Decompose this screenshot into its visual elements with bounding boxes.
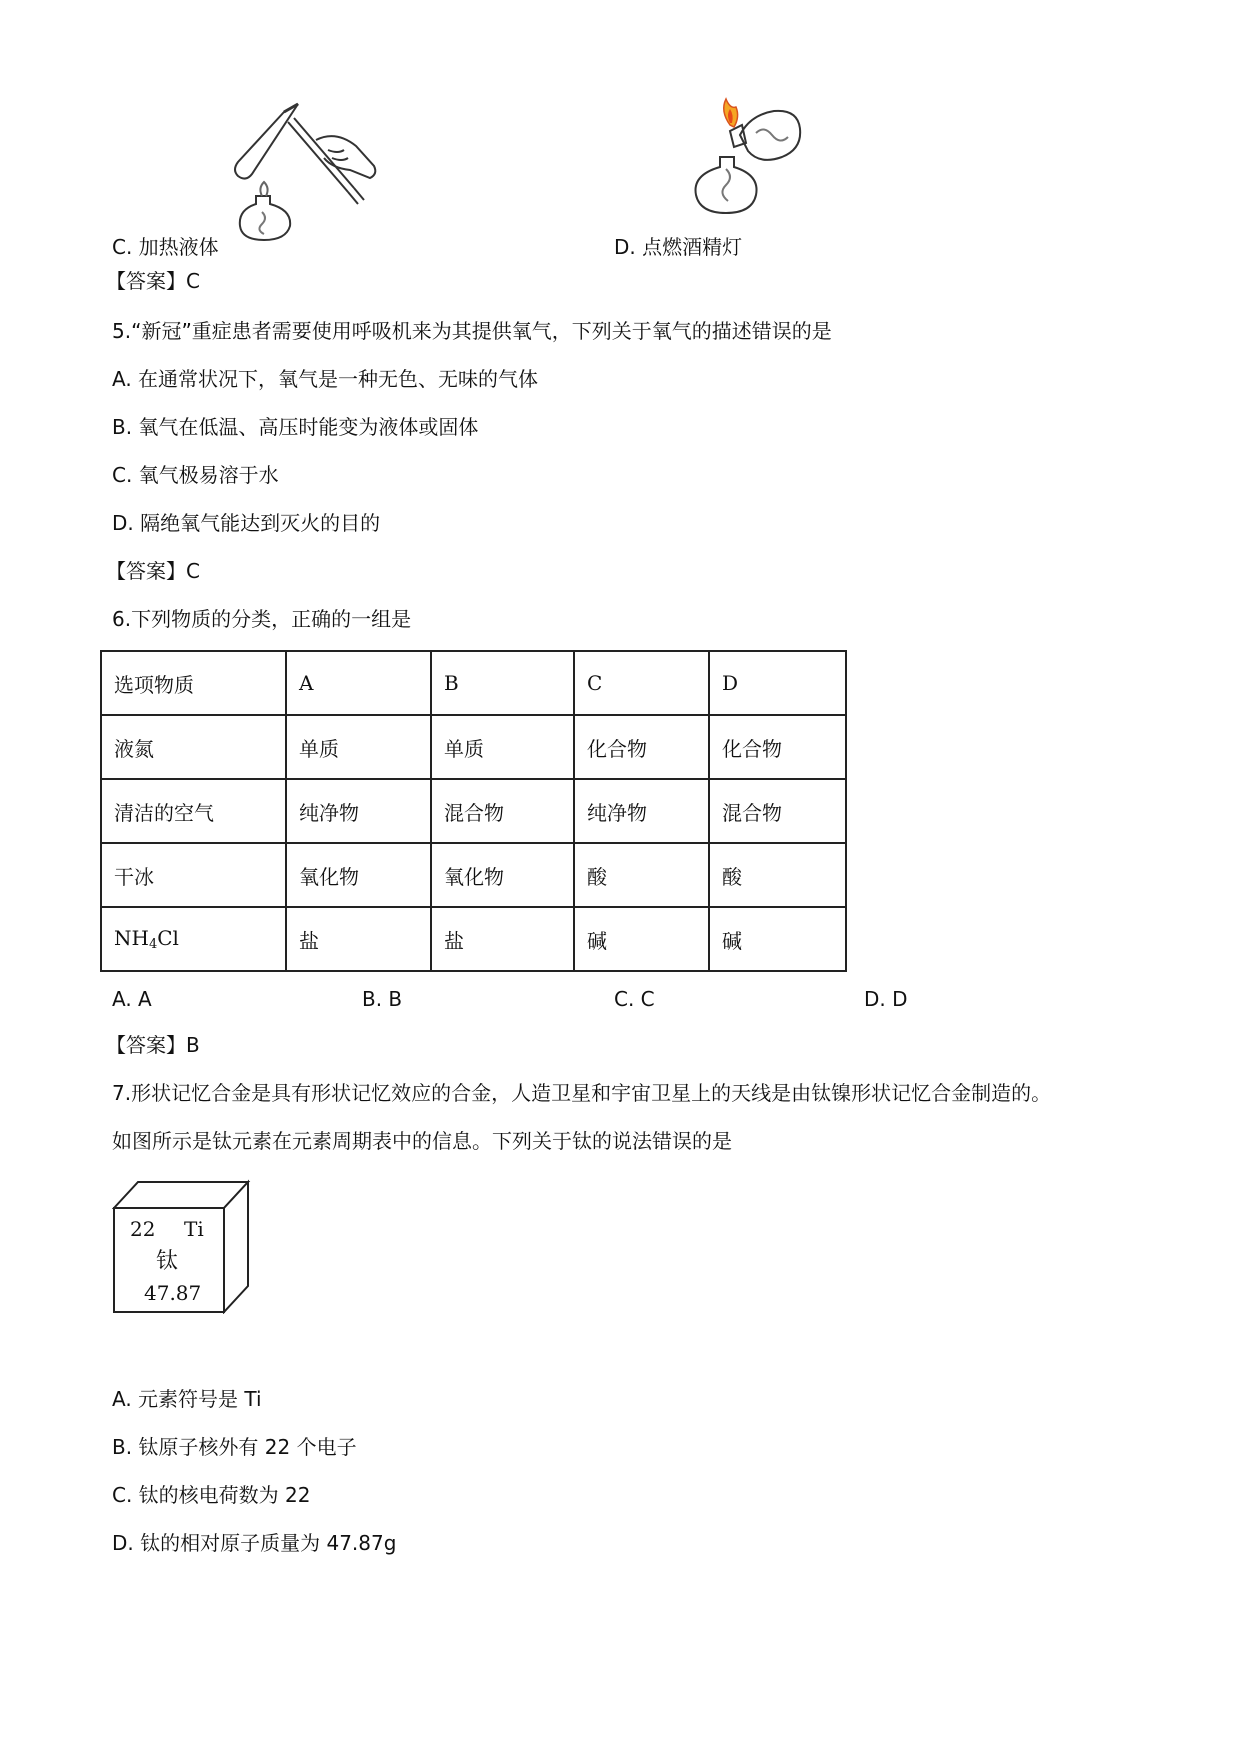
table-cell: 纯净物 — [286, 779, 431, 843]
table-header-row — [101, 651, 846, 715]
table-row — [101, 843, 846, 907]
q7-option-a: A. 元素符号是 Ti — [112, 1387, 262, 1411]
table-cell: 酸 — [574, 843, 709, 907]
table-cell: 干冰 — [101, 843, 286, 907]
q5-stem: 5.“新冠”重症患者需要使用呼吸机来为其提供氧气，下列关于氧气的描述错误的是 — [112, 319, 832, 343]
q4-option-c: C. 加热液体 — [112, 235, 219, 259]
table-row — [101, 715, 846, 779]
classification-table — [100, 650, 847, 972]
q4-option-d: D. 点燃酒精灯 — [614, 235, 743, 259]
table-cell: 纯净物 — [574, 779, 709, 843]
q5-answer: 【答案】C — [106, 559, 200, 583]
table-row — [101, 907, 846, 971]
table-cell: 单质 — [286, 715, 431, 779]
table-cell: 清洁的空气 — [101, 779, 286, 843]
table-cell: 酸 — [709, 843, 846, 907]
table-cell: 单质 — [431, 715, 574, 779]
table-cell: 盐 — [286, 907, 431, 971]
q5-option-c: C. 氧气极易溶于水 — [112, 463, 279, 487]
table-cell: 碱 — [574, 907, 709, 971]
lighting-alcohol-lamp-illustration — [690, 95, 810, 219]
titanium-element-cube — [112, 1178, 252, 1314]
q6-option-a: A. A — [112, 987, 152, 1011]
q7-option-d: D. 钛的相对原子质量为 47.87g — [112, 1531, 397, 1555]
q5-option-d: D. 隔绝氧气能达到灭火的目的 — [112, 511, 381, 535]
table-cell: 碱 — [709, 907, 846, 971]
table-cell: 液氮 — [101, 715, 286, 779]
q6-option-c: C. C — [614, 987, 655, 1011]
element-symbol: Ti — [184, 1217, 204, 1241]
q7-option-c: C. 钛的核电荷数为 22 — [112, 1483, 311, 1507]
table-cell: 氧化物 — [431, 843, 574, 907]
atomic-mass: 47.87 — [144, 1281, 202, 1305]
formula-main: NH — [114, 926, 149, 950]
table-cell: C — [574, 651, 709, 715]
table-cell: 选项物质 — [101, 651, 286, 715]
table-cell: 化合物 — [709, 715, 846, 779]
q4-answer: 【答案】C — [106, 269, 200, 293]
table-cell-formula — [101, 907, 286, 971]
formula-subscript: 4 — [148, 937, 158, 952]
table-cell: 化合物 — [574, 715, 709, 779]
q6-option-d: D. D — [864, 987, 908, 1011]
q6-answer: 【答案】B — [106, 1033, 200, 1057]
q5-option-a: A. 在通常状况下，氧气是一种无色、无味的气体 — [112, 367, 539, 391]
heating-liquid-illustration — [232, 100, 412, 242]
table-cell: 盐 — [431, 907, 574, 971]
table-cell: 氧化物 — [286, 843, 431, 907]
table-cell: D — [709, 651, 846, 715]
q7-option-b: B. 钛原子核外有 22 个电子 — [112, 1435, 357, 1459]
q6-option-b: B. B — [362, 987, 403, 1011]
element-name: 钛 — [156, 1249, 179, 1274]
formula-tail: Cl — [157, 926, 179, 950]
table-cell: 混合物 — [431, 779, 574, 843]
q7-stem-line1: 7.形状记忆合金是具有形状记忆效应的合金，人造卫星和宇宙卫星上的天线是由钛镍形状记忆合金制造的。 — [112, 1081, 1052, 1105]
table-cell: 混合物 — [709, 779, 846, 843]
table-row — [101, 779, 846, 843]
q5-option-b: B. 氧气在低温、高压时能变为液体或固体 — [112, 415, 479, 439]
q7-stem-line2: 如图所示是钛元素在元素周期表中的信息。下列关于钛的说法错误的是 — [112, 1129, 732, 1153]
table-cell: B — [431, 651, 574, 715]
q6-stem: 6.下列物质的分类，正确的一组是 — [112, 607, 412, 631]
atomic-number: 22 — [130, 1217, 156, 1241]
table-cell: A — [286, 651, 431, 715]
